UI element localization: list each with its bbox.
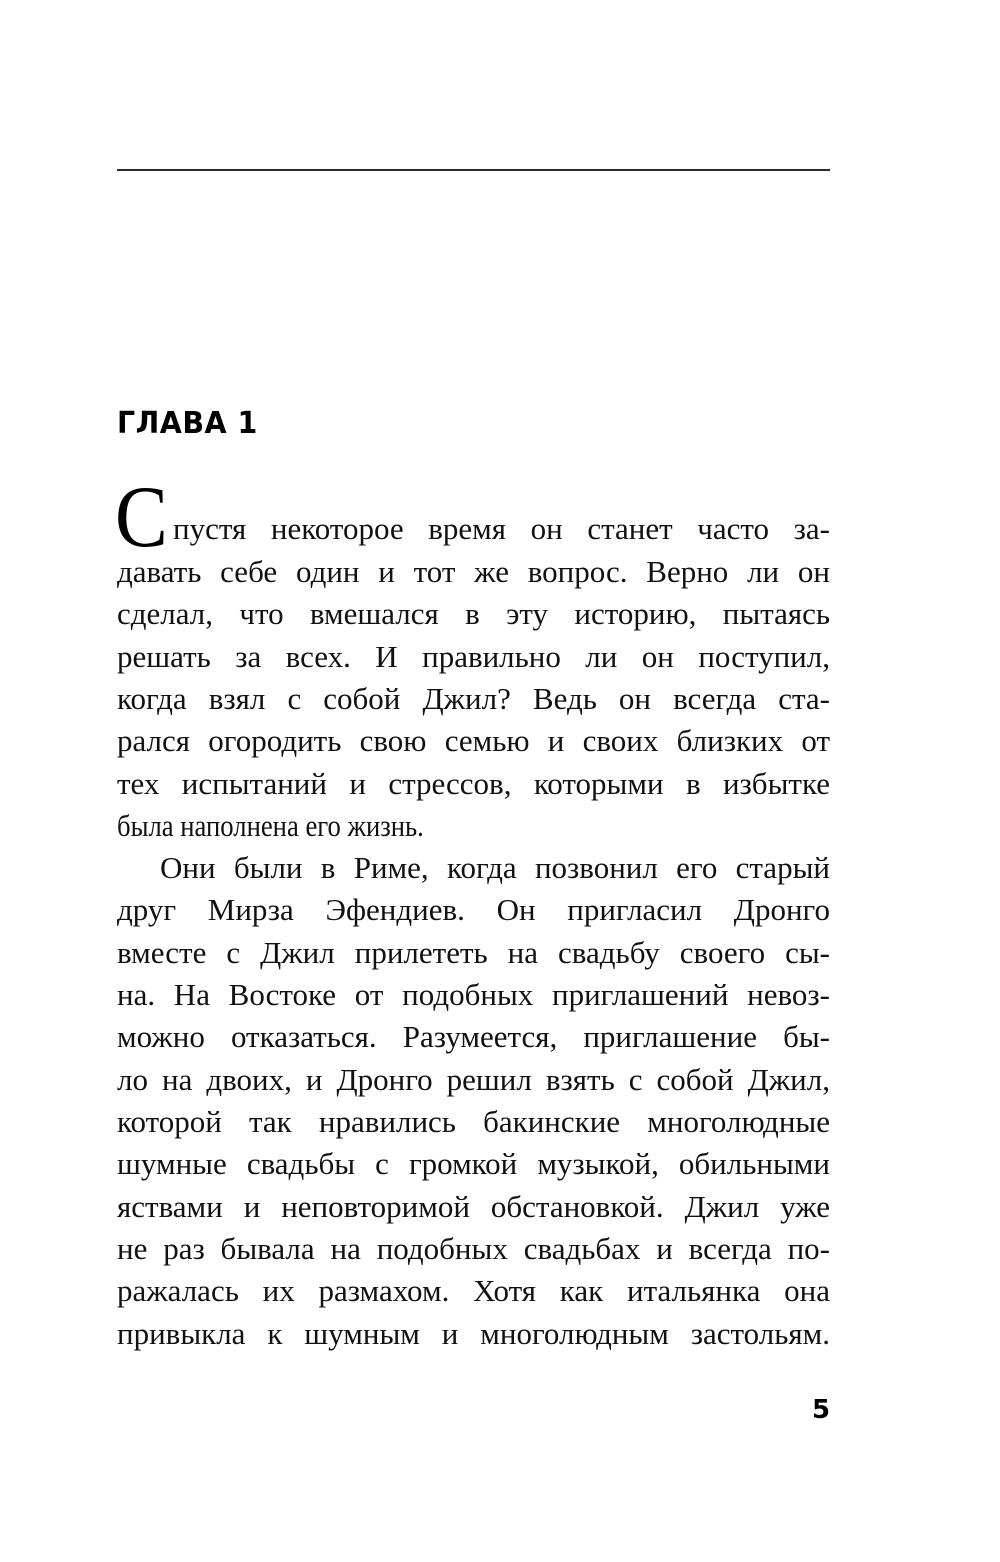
text-line: Они были в Риме, когда позвонил его старый	[160, 850, 830, 885]
text-line: решать за всех. И правильно ли он поступил,	[117, 639, 830, 674]
text-line: была наполнена его жизнь.	[117, 808, 424, 843]
text-line: можно отказаться. Разумеется, приглашение бы-	[117, 1019, 830, 1054]
text-line: привыкла к шумным и многолюдным застольям.	[117, 1316, 830, 1351]
drop-cap: С	[115, 469, 168, 566]
text-line: рался огородить свою семью и своих близких от	[117, 723, 830, 758]
text-line: шумные свадьбы с громкой музыкой, обильными	[117, 1146, 830, 1181]
text-line: друг Мирза Эфендиев. Он пригласил Дронго	[117, 892, 830, 927]
text-line: тех испытаний и стрессов, которыми в избытке	[117, 766, 830, 801]
text-line: ражалась их размахом. Хотя как итальянка она	[117, 1273, 830, 1308]
text-line: ло на двоих, и Дронго решил взять с собой Джил,	[117, 1062, 830, 1097]
page-number: 5	[812, 1395, 831, 1425]
header-rule	[117, 169, 830, 171]
text-line: пустя некоторое время он станет часто за-	[173, 511, 830, 546]
text-line: не раз бывала на подобных свадьбах и всегда по-	[117, 1231, 830, 1266]
text-line: вместе с Джил прилететь на свадьбу своего сы-	[117, 935, 830, 970]
text-line: которой так нравились бакинские многолюдные	[117, 1104, 830, 1139]
text-line: сделал, что вмешался в эту историю, пытаясь	[117, 596, 830, 631]
text-line: на. На Востоке от подобных приглашений невоз-	[117, 977, 830, 1012]
text-line: давать себе один и тот же вопрос. Верно ли он	[117, 554, 830, 589]
chapter-heading: ГЛАВА 1	[117, 406, 258, 441]
text-line: яствами и неповторимой обстановкой. Джил уже	[117, 1189, 830, 1224]
text-line: когда взял с собой Джил? Ведь он всегда ста-	[117, 681, 830, 716]
